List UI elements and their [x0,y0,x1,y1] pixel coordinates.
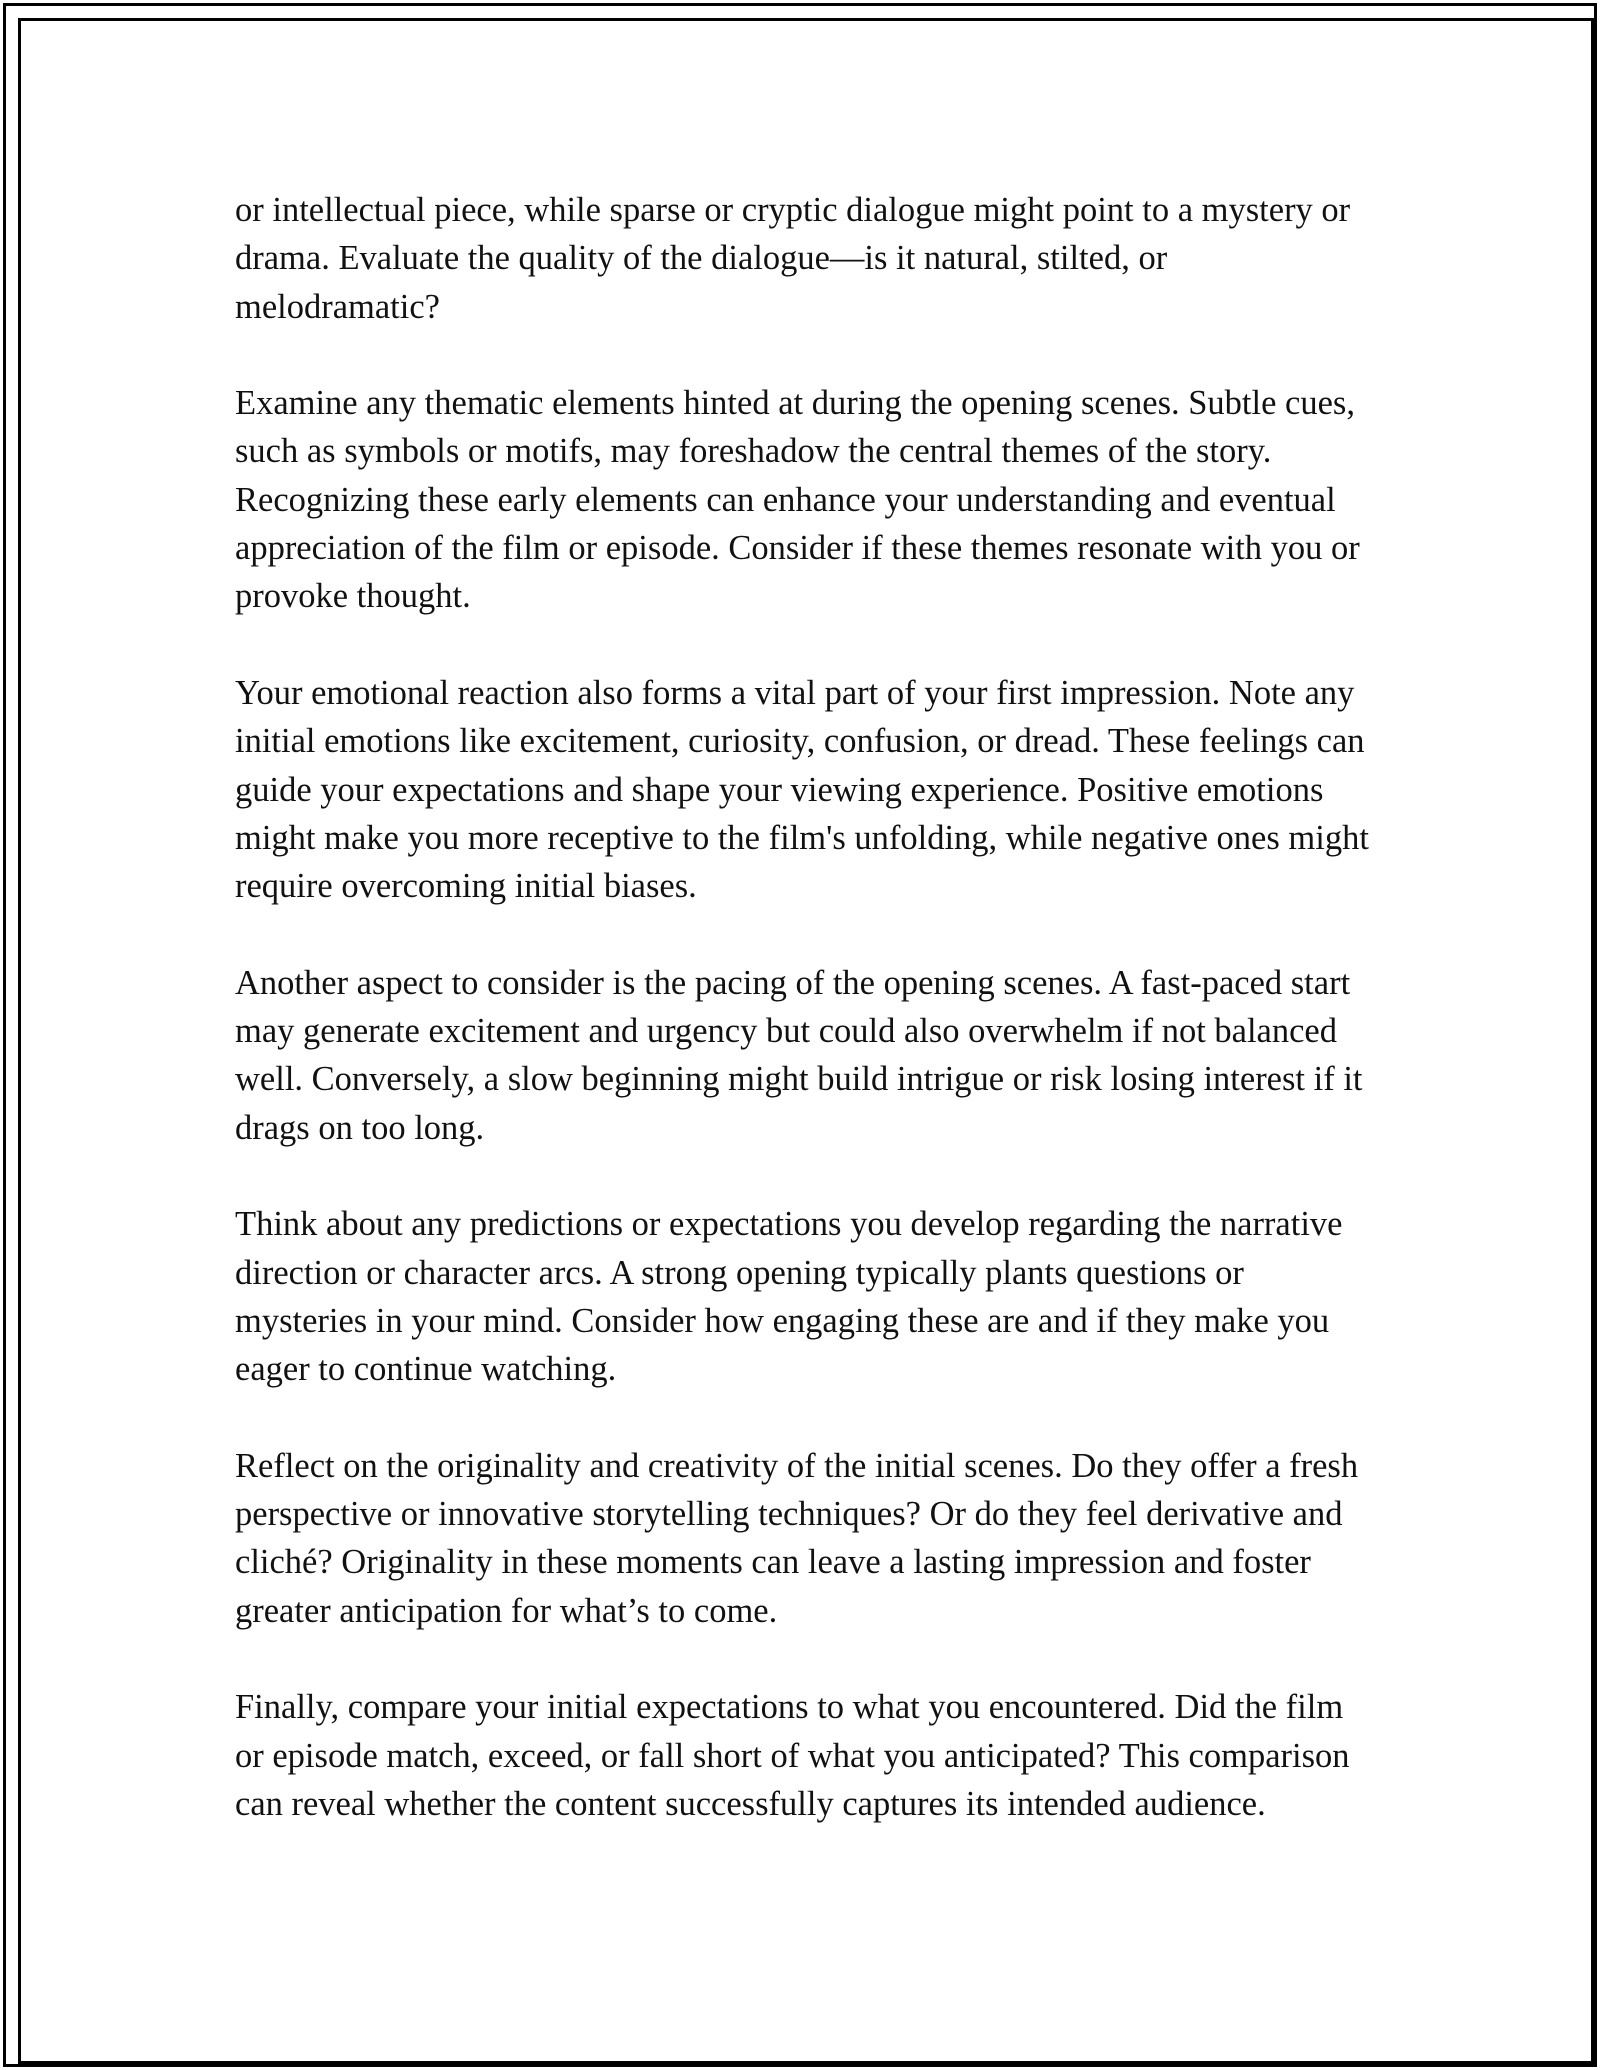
paragraph-dialogue-quality: or intellectual piece, while sparse or cryptic dialogue might point to a mystery or drama. Evaluate the quality of the dialogue—is it natural, stilted, or melodramatic? [235,191,1351,326]
paragraph-predictions: Think about any predictions or expectations you develop regarding the narrative direction or character arcs. A strong opening typically plants questions or mysteries in your mind. Consider how engaging these are and if they make you eager to continue watching. [235,1205,1343,1389]
paragraph-thematic-elements: Examine any thematic elements hinted at during the opening scenes. Subtle cues, such as symbols or motifs, may foreshadow the central themes of the story. Recognizing these early elements can enhance your understanding and eventual appreciation of the film or episode. Consider if these themes resonate with you or provoke thought. [235,384,1360,616]
paragraph-expectations-comparison: Finally, compare your initial expectations to what you encountered. Did the film or episode match, exceed, or fall short of what you anticipated? This comparison can reveal whether the content successfully captures its intended audience. [235,1688,1350,1823]
document-body [235,186,1375,1876]
paragraph-emotional-reaction: Your emotional reaction also forms a vital part of your first impression. Note any initial emotions like excitement, curiosity, confusion, or dread. These feelings can guide your expectations and shape your viewing experience. Positive emotions might make you more receptive to the film's unfolding, while negative ones might require overcoming initial biases. [235,673,1369,906]
paragraph-pacing: Another aspect to consider is the pacing of the opening scenes. A fast-paced start may generate excitement and urgency but could also overwhelm if not balanced well. Conversely, a slow beginning might build intrigue or risk losing interest if it drags on too long. [235,963,1363,1147]
paragraph-originality: Reflect on the originality and creativity of the initial scenes. Do they offer a fresh perspective or innovative storytelling techniques? Or do they feel derivative and cliché? Originality in these moments can leave a lasting impression and foster greater anticipation for what’s to come. [235,1446,1359,1630]
